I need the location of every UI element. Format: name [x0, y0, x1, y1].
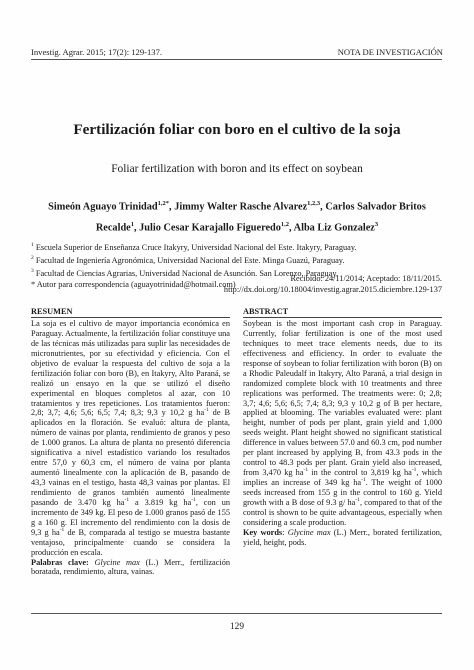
- corresponding-author: * Autor para correspondencia (aguayotrinidad@hotmail.com): [31, 279, 236, 289]
- header-rule: [31, 59, 442, 60]
- abstract-body: Soybean is the most important cash crop in Paraguay. Currently, foliar fertilization is one of the most used techniques to meet trace elements needs, due to its effectiveness and efficiency. In order to evaluate the response of soybean to foliar fertilization with boron (B) on a Rhodic Paleudalf in Itakyry, Alto Paraná, a trial design in randomized complete block with 10 treatments and three replications was performed. The treatments were: 0; 2,8; 3,7; 4,6; 5,6; 6,5; 7,4; 8,3; 9,3 y 10,2 g of B per hectare, applied at blooming. The variables evaluated were: plant height, number of pods per plant, grain yield and 1,000 seeds weight. Plant height showed no significant statistical difference in values between 57.0 and 60.3 cm, pod number per plant increased by applying B, from 43.3 pods in the control to 48.3 pods per plant. Grain yield also increased, from 3,470 kg $ha^{-1}$ in the control to 3,819 kg $ha^{-1}$, which implies an increase of 349 kg $ha^{-1}$. The weight of 1000 seeds increased from 155 g in the control to 160 g. Yield growth with a B dose of 9.3 g/ $ha^{-1}$, compared to that of the control is shown to be quite advantageous, especially when considering a scale production.: [243, 319, 442, 527]
- author-affiliation-mark: 1,2,3: [307, 200, 321, 207]
- resumen-keywords: Palabras clave: Glycine max (L.) Merr., fertilización boratada, rendimiento, altura, vainas.: [31, 557, 231, 577]
- article-title: Fertilización foliar con boro en el cultivo de la soja: [73, 121, 401, 138]
- author-list: Simeón Aguayo Trinidad$^{1,2*}$, Jimmy Walter Rasche Alvarez$^{1,2,3}$, Carlos Salvador Britos Recalde$^1$, Julio Cesar Karajallo Figueredo$^{1,2}$, Alba Liz Gonzalez$^3$: [48, 200, 426, 234]
- author-affiliation-mark: 1: [130, 221, 134, 229]
- author-name: Alba Liz Gonzalez: [293, 222, 375, 234]
- affiliation-item: $^3$ Facultad de Ciencias Agrarias, Universidad Nacional de Asunción. San Lorenzo, Paraguay.: [31, 267, 339, 278]
- abstract-section: [243, 307, 442, 548]
- footer-rule: [31, 613, 442, 614]
- resumen-section: [31, 307, 230, 577]
- author-affiliation-mark: 3: [374, 221, 379, 229]
- resumen-rule: [31, 317, 230, 318]
- section-label: NOTA DE INVESTIGACIÓN: [337, 47, 443, 57]
- abstract-heading: ABSTRACT: [243, 307, 289, 316]
- journal-reference: Investig. Agrar. 2015; 17(2): 129-137.: [31, 47, 163, 57]
- page-number: 129: [230, 622, 244, 632]
- received-accepted-dates: Recibido: 24/11/2014; Aceptado: 18/11/2015.: [290, 274, 442, 283]
- publication-dates: [224, 273, 442, 295]
- author-name: Carlos Salvador Britos Recalde: [95, 201, 426, 234]
- affiliation-item: $^2$ Facultad de Ingeniería Agronómica, Universidad Nacional del Este. Minga Guazú, Paraguay.: [31, 254, 345, 265]
- article-subtitle: Foliar fertilization with boron and its effect on soybean: [111, 163, 363, 175]
- abstract-keywords: Key words: Glycine max (L.) Merr., borated fertilization, yield, height, pods.: [243, 527, 442, 547]
- affiliation-item: $^1$ Escuela Superior de Enseñanza Cruce Itakyry, Universidad Nacional del Este. Itakyry, Paraguay.: [31, 242, 357, 252]
- author-name: Julio Cesar Karajallo Figueredo: [139, 222, 281, 234]
- doi-link[interactable]: http://dx.doi.org/10.18004/investig.agrar.2015.diciembre.129-137: [223, 285, 442, 295]
- author-name: Jimmy Walter Rasche Alvarez: [174, 201, 308, 213]
- author-affiliation-mark: 1,2: [280, 221, 290, 229]
- author-affiliation-mark: 1,2*: [157, 200, 170, 207]
- author-name: Simeón Aguayo Trinidad: [48, 201, 158, 213]
- resumen-body: La soja es el cultivo de mayor importancia económica en Paraguay. Actualmente, la fertilización foliar constituye una de las técnicas más utilizadas para suplir las necesidades de micronutrientes, por su efectividad y eficiencia. Con el objetivo de evaluar la respuesta del cultivo de soja a la fertilización foliar con boro (B), en Itakyry, Alto Paraná, se realizó un ensayo en la que se utilizó el diseño experimental en bloques completos al azar, con 10 tratamientos y tres repeticiones. Los tratamientos fueron: 2,8; 3,7; 4,6; 5,6; 6,5; 7,4; 8,3; 9,3 y 10,2 g $ha^{-1}$ de B aplicados en la floración. Se evaluó: altura de planta, número de vainas por planta, rendimiento de granos y peso de 1.000 granos. La altura de planta no presentó diferencia significativa a nivel estadístico variando los resultados entre 57,0 y 60,3 cm, el número de vaina por planta aumentó linealmente con la aplicación de B, pasando de 43,3 vainas en el testigo, hasta 48,3 vainas por plantas. El rendimiento de granos también aumentó linealmente pasando de 3.470 kg $ha^{-1}$ a 3.819 kg $ha^{-1}$, con un incremento de 349 kg. El peso de 1.000 granos pasó de 155 g a 160 g. El incremento del rendimiento con la dosis de 9,3 g $ha^{-1}$ de B, comparada al testigo se muestra bastante ventajoso, principalmente cuando se considera la producción en escala.: [31, 319, 230, 557]
- abstract-rule: [243, 317, 442, 318]
- resumen-heading: RESUMEN: [31, 307, 73, 316]
